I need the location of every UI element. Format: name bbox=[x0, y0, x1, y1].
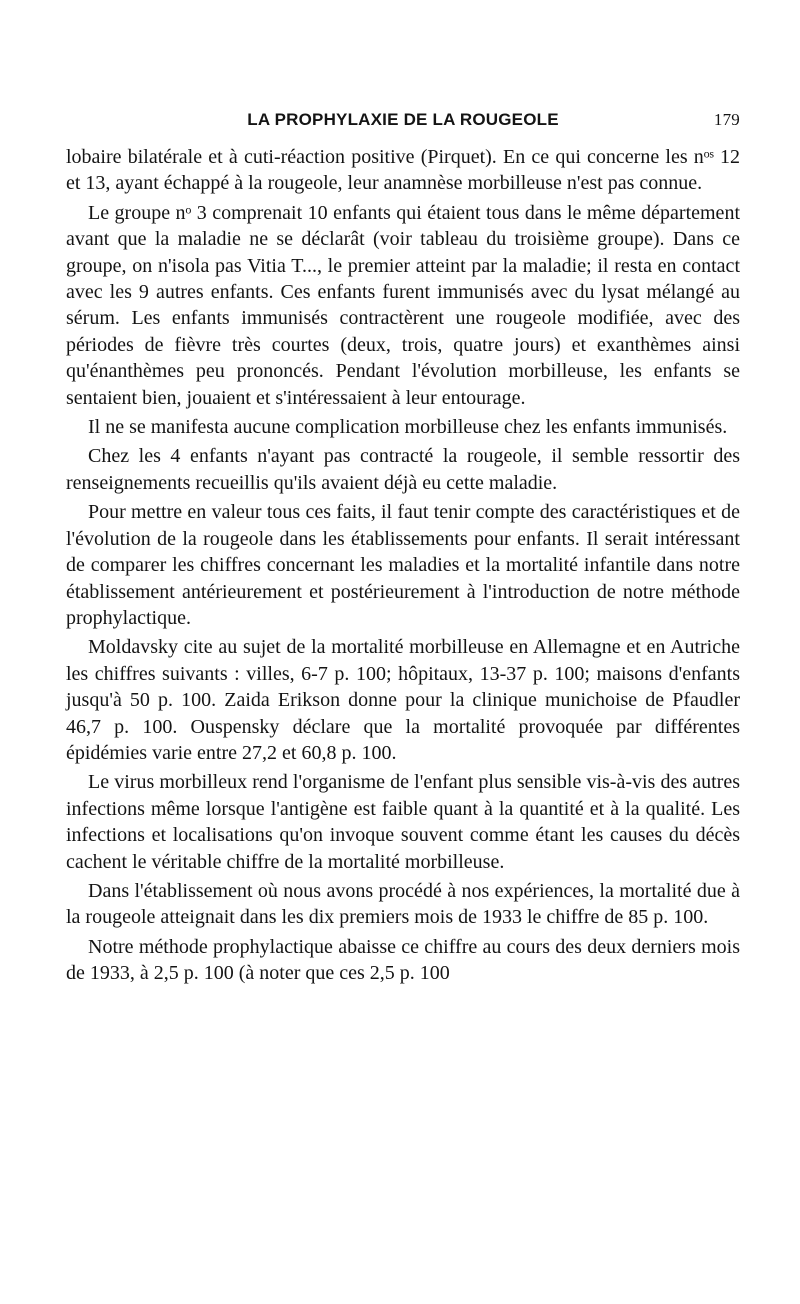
paragraph: Le groupe nᵒ 3 comprenait 10 enfants qui étaient tous dans le même département avant que la maladie ne se déclarât (voir tableau du troisième groupe). Dans ce groupe, on n'isola pas Vitia T..., le premier atteint par la maladie; il resta en contact avec les 9 autres enfants. Ces enfants furent immunisés avec du lysat mélangé au sérum. Les enfants immunisés contractèrent une rougeole modifiée, avec des périodes de fièvre très courtes (deux, trois, quatre jours) et exanthèmes ainsi qu'énanthèmes peu prononcés. Pendant l'évolution morbilleuse, les enfants se sentaient bien, jouaient et s'intéressaient à leur entourage. bbox=[66, 201, 740, 409]
paragraph: Il ne se manifesta aucune complication morbilleuse chez les enfants immunisés. bbox=[88, 416, 728, 439]
paragraph: Dans l'établissement où nous avons procédé à nos expériences, la mortalité due à la rougeole atteignait dans les dix premiers mois de 1933 le chiffre de 85 p. 100. bbox=[66, 879, 740, 929]
running-header bbox=[66, 110, 740, 144]
paragraph: Notre méthode prophylactique abaisse ce chiffre au cours des deux derniers mois de 1933, à 2,5 p. 100 (à noter que ces 2,5 p. 100 bbox=[66, 935, 740, 985]
body-text bbox=[66, 144, 740, 987]
paragraph: Moldavsky cite au sujet de la mortalité morbilleuse en Allemagne et en Autriche les chiffres suivants : villes, 6-7 p. 100; hôpitaux, 13-37 p. 100; maisons d'enfants jusqu'à 50 p. 100. Zaida Erikson donne pour la clinique munichoise de Pfaudler 46,7 p. 100. Ouspensky déclare que la mortalité provoquée par différentes épidémies varie entre 27,2 et 60,8 p. 100. bbox=[66, 636, 740, 764]
page-number: 179 bbox=[713, 110, 740, 129]
paragraph: lobaire bilatérale et à cuti-réaction positive (Pirquet). En ce qui concerne les nᵒˢ 12 et 13, ayant échappé à la rougeole, leur anamnèse morbilleuse n'est pas connue. bbox=[66, 146, 740, 195]
paragraph: Pour mettre en valeur tous ces faits, il faut tenir compte des caractéristiques et de l'évolution de la rougeole dans les établissements pour enfants. Il serait intéressant de comparer les chiffres concernant les maladies et la mortalité infantile dans notre établissement antérieurement et postérieurement à l'introduction de notre méthode prophylactique. bbox=[66, 501, 740, 629]
book-page bbox=[66, 110, 740, 990]
paragraph: Chez les 4 enfants n'ayant pas contracté la rougeole, il semble ressortir des renseignements recueillis qu'ils avaient déjà eu cette maladie. bbox=[66, 445, 740, 494]
paragraph: Le virus morbilleux rend l'organisme de l'enfant plus sensible vis-à-vis des autres infections même lorsque l'antigène est faible quant à la quantité et à la qualité. Les infections et localisations qu'on invoque souvent comme étant les causes du décès cachent le véritable chiffre de la mortalité morbilleuse. bbox=[66, 771, 740, 873]
running-title: LA PROPHYLAXIE DE LA ROUGEOLE bbox=[247, 110, 559, 129]
